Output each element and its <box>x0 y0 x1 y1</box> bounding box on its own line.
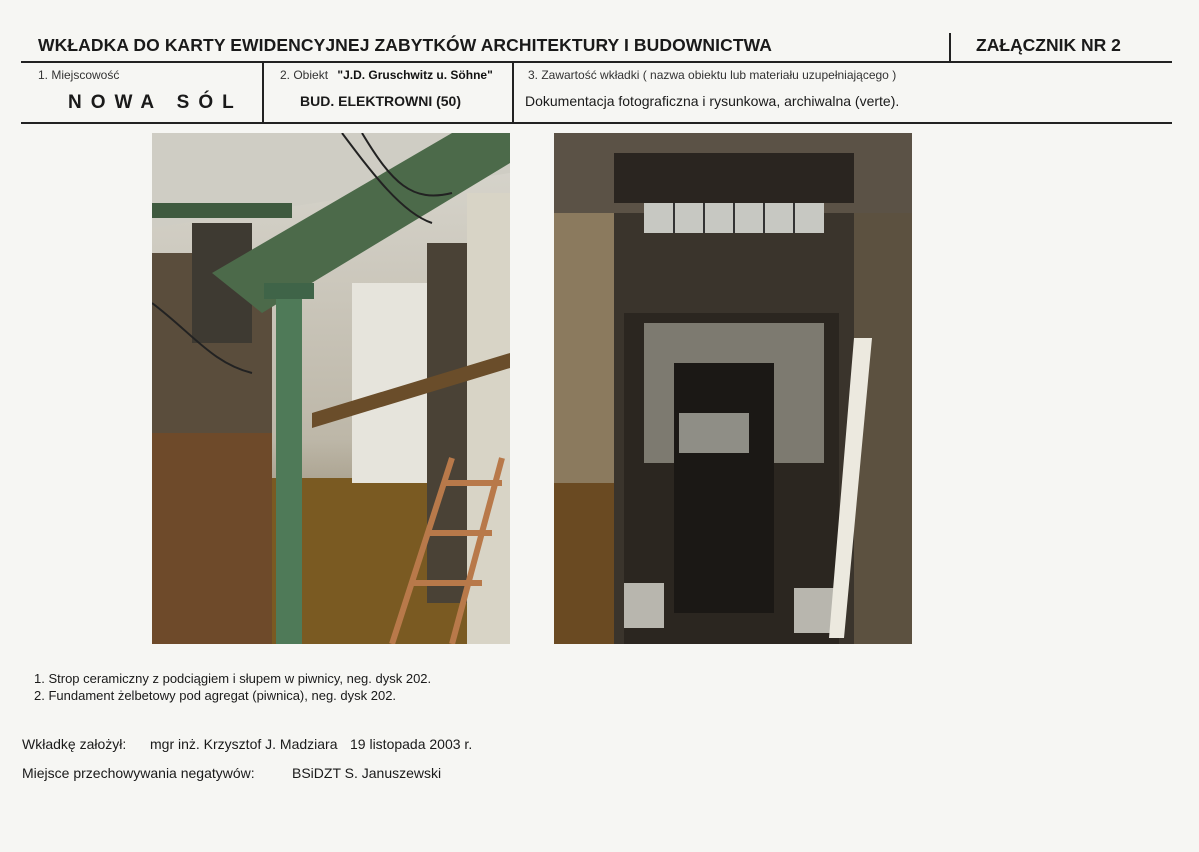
object-value: BUD. ELEKTROWNI (50) <box>300 93 461 109</box>
caption-2: 2. Fundament żelbetowy pod agregat (piwnica), neg. dysk 202. <box>34 688 397 703</box>
locality-label: 1. Miejscowość <box>38 68 120 82</box>
creation-date: 19 listopada 2003 r. <box>350 736 473 752</box>
field-divider-2 <box>512 62 514 123</box>
fields-rule <box>21 122 1172 124</box>
photo-basement-ceiling-column <box>152 133 510 644</box>
header-divider <box>949 33 951 61</box>
created-by-label: Wkładkę założył: <box>22 736 127 752</box>
annex-number: ZAŁĄCZNIK NR 2 <box>976 35 1121 55</box>
field-divider-1 <box>262 62 264 123</box>
caption-1: 1. Strop ceramiczny z podciągiem i słupem w piwnicy, neg. dysk 202. <box>34 671 432 686</box>
object-label-line <box>280 68 493 82</box>
negatives-label: Miejsce przechowywania negatywów: <box>22 765 255 781</box>
created-by-value: mgr inż. Krzysztof J. Madziara <box>150 736 338 752</box>
locality-value: NOWA SÓL <box>68 92 243 113</box>
object-label: 2. Obiekt <box>280 68 329 82</box>
content-value: Dokumentacja fotograficzna i rysunkowa, archiwalna (verte). <box>525 93 900 109</box>
negatives-value: BSiDZT S. Januszewski <box>292 765 442 781</box>
header-rule <box>21 61 1172 63</box>
content-label: 3. Zawartość wkładki ( nazwa obiektu lub materiału uzupełniającego ) <box>528 68 897 82</box>
photo-reinforced-concrete-foundation <box>554 133 912 644</box>
object-name: "J.D. Gruschwitz u. Söhne" <box>337 68 493 82</box>
document-title: WKŁADKA DO KARTY EWIDENCYJNEJ ZABYTKÓW ARCHITEKTURY I BUDOWNICTWA <box>38 35 773 55</box>
